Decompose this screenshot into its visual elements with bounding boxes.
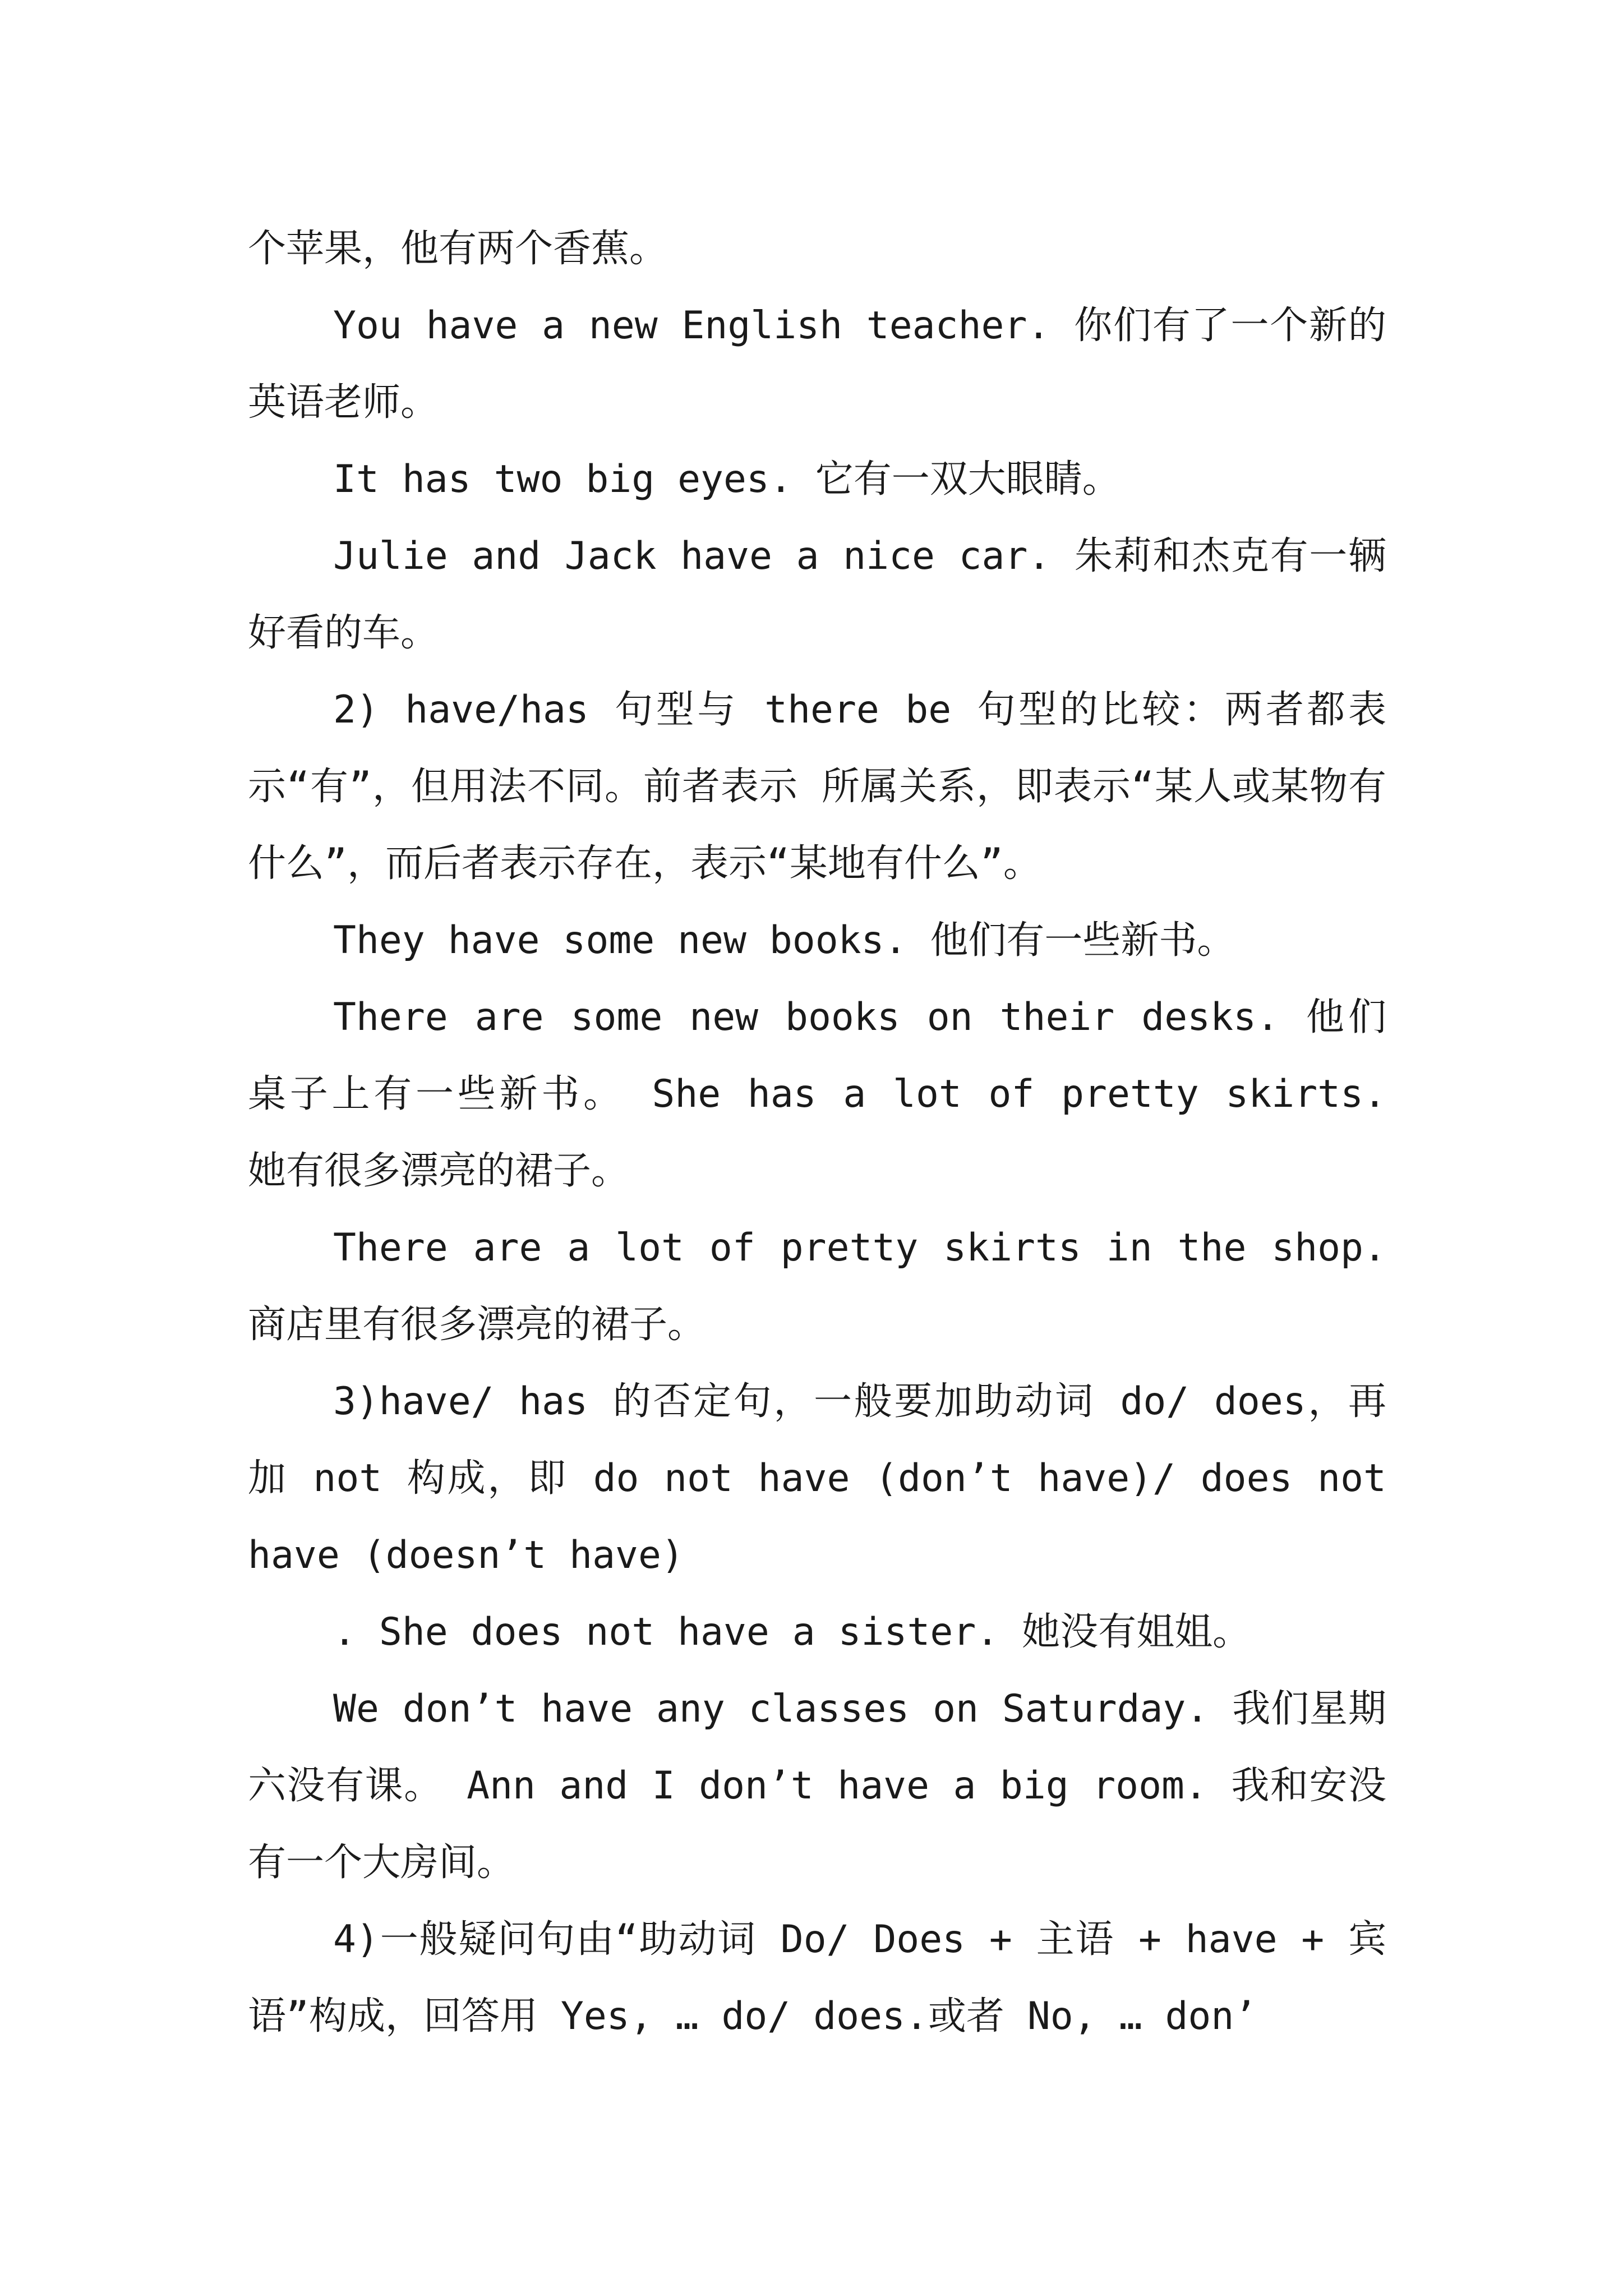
- paragraph: 3)have/ has 的否定句，一般要加助动词 do/ does，再加 not 构成，即 do not have (don’t have)/ does not have (doesn’t have): [248, 1379, 1386, 1577]
- document-body: [248, 210, 1386, 2055]
- paragraph: 个苹果，他有两个香蕉。: [248, 227, 668, 271]
- paragraph: They have some new books. 他们有一些新书。: [333, 918, 1235, 963]
- paragraph: 2) have/has 句型与 there be 句型的比较：两者都表示“有”，但用法不同。前者表示 所属关系，即表示“某人或某物有什么”，而后者表示存在，表示“某地有什么”。: [248, 688, 1386, 886]
- paragraph: There are a lot of pretty skirts in the shop. 商店里有很多漂亮的裙子。: [248, 1226, 1386, 1347]
- paragraph: . She does not have a sister. 她没有姐姐。: [333, 1610, 1251, 1654]
- paragraph: It has two big eyes. 它有一双大眼睛。: [333, 457, 1121, 501]
- paragraph: 4)一般疑问句由“助动词 Do/ Does + 主语 + have + 宾语”构成，回答用 Yes, … do/ does.或者 No, … don’: [248, 1917, 1386, 2039]
- paragraph: Julie and Jack have a nice car. 朱莉和杰克有一辆好看的车。: [248, 534, 1386, 655]
- paragraph: There are some new books on their desks. 他们桌子上有一些新书。 She has a lot of pretty skirts. 她有很多漂亮的裙子。: [248, 995, 1386, 1193]
- paragraph: We don’t have any classes on Saturday. 我们星期六没有课。 Ann and I don’t have a big room. 我和安没有一个大房间。: [248, 1687, 1386, 1885]
- paragraph: You have a new English teacher. 你们有了一个新的英语老师。: [248, 303, 1386, 425]
